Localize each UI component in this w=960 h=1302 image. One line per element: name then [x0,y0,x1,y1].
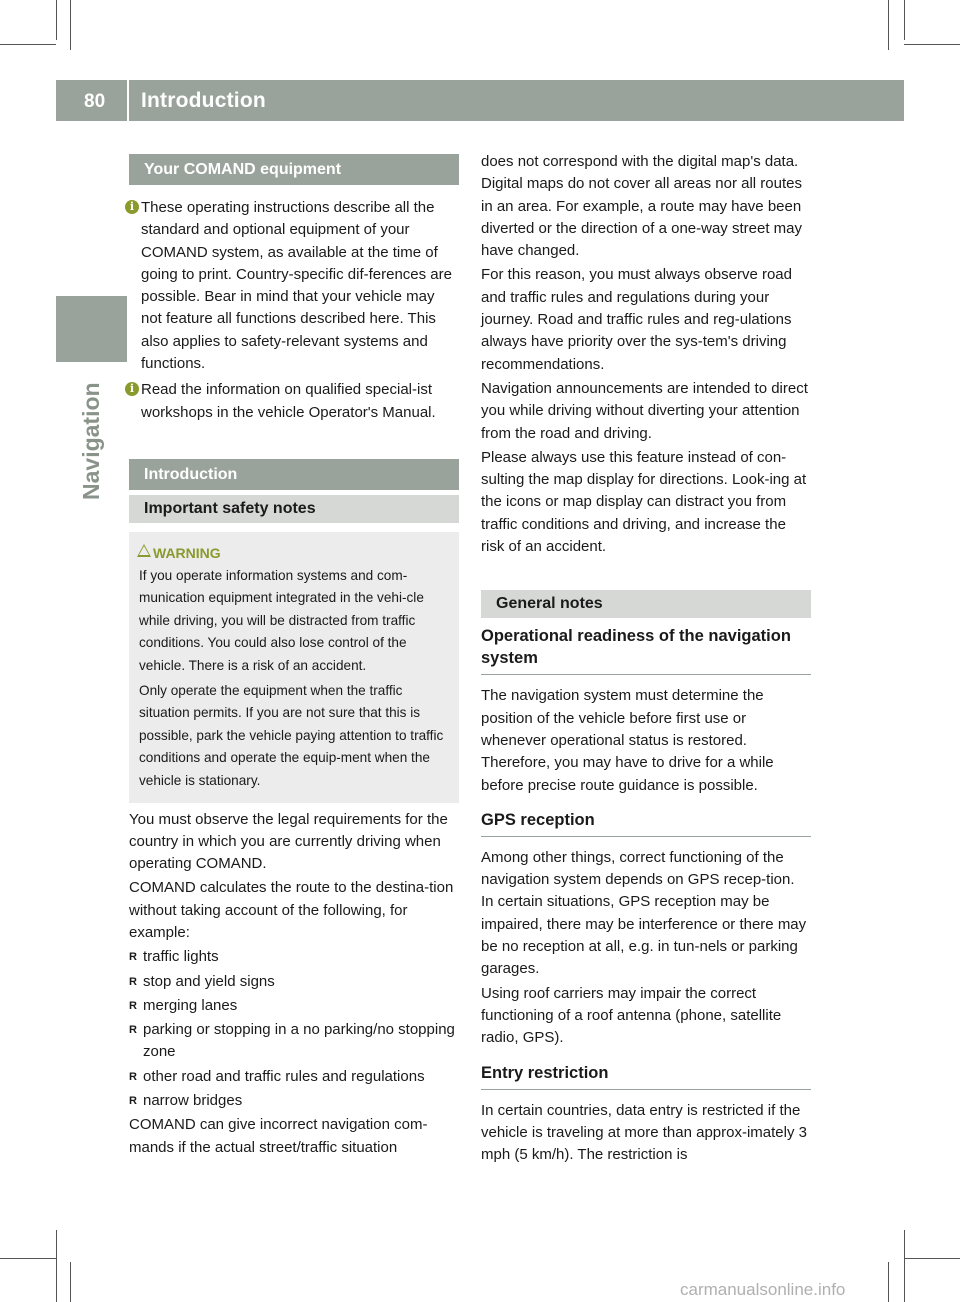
info-note [129,197,459,375]
info-icon: i [125,200,139,214]
paragraph: Please always use this feature instead of con-sulting the map display for directions. Look-ing at the icons or map display can distract you from traffic conditions and driving, and increase the risk of an accident. [481,448,807,556]
header-divider [127,80,129,121]
paragraph: does not correspond with the digital map's data. Digital maps do not cover all areas nor all routes in an area. For example, a route may have been diverted or the direction of a one-way street may have changed. [481,153,802,260]
general-notes-heading: General notes [481,590,811,618]
list-item: R stop and yield signs [129,972,275,990]
crop-mark [904,1258,960,1259]
crop-mark [56,1230,57,1302]
crop-mark [904,0,905,40]
crop-mark [888,1262,889,1302]
list-item: R narrow bridges [129,1092,243,1110]
paragraph: The navigation system must determine the position of the vehicle before first use or whenever operational status is restored. Therefore, you may have to drive for a while before precise route guidance is possible. [481,687,774,794]
list-item: R merging lanes [129,996,238,1014]
warning-box [129,532,459,803]
paragraph: COMAND calculates the route to the destina-tion without taking account of the following, for example: [129,879,454,941]
info-icon: i [125,382,139,396]
page-title: Introduction [141,89,266,112]
info-text: These operating instructions describe all the standard and optional equipment of your COMAND system, as available at the time of going to print. Country-specific dif-ferences are possible. Bear in mind that your vehicle may not feature all functions described here. This also applies to safety-relevant systems and functions. [141,199,452,373]
list-item: R other road and traffic rules and regulations [129,1067,425,1085]
equipment-heading: Your COMAND equipment [129,154,459,185]
crop-mark [888,0,889,50]
section-side-label: Navigation [78,382,104,500]
paragraph: For this reason, you must always observe road and traffic rules and regulations during your journey. Road and traffic rules and reg-ulations always have priority over the sys-tem's driving recommendations. [481,266,792,373]
warning-title [139,542,449,565]
watermark: carmanualsonline.info [680,1280,846,1299]
crop-mark [70,1262,71,1302]
info-note [129,379,459,424]
entry-title: Entry restriction [481,1062,811,1090]
paragraph: Using roof carriers may impair the correct functioning of a roof antenna (phone, satellite radio, GPS). [481,984,782,1047]
list-item: R parking or stopping in a no parking/no stopping zone [129,1021,455,1061]
crop-mark [904,44,960,45]
intro-heading: Introduction [129,459,459,490]
paragraph: Navigation announcements are intended to direct you while driving without diverting your attention from the road and driving. [481,379,808,442]
warning-triangle-icon [137,544,151,557]
crop-mark [0,1258,56,1259]
bullet-list [129,946,459,1112]
page-number: 80 [84,91,106,112]
crop-mark [56,0,57,40]
warning-text: If you operate information systems and com-munication equipment integrated in the vehi-cle while driving, you will be distracted from traffic conditions. You could also lose control of the vehicle. There is a risk of an accident. [139,567,424,673]
readiness-title: Operational readiness of the navigation system [481,625,811,675]
warning-text: Only operate the equipment when the traffic situation permits. If you are not sure that this is possible, park the vehicle paying attention to traffic conditions and operate the equip-ment when the vehicle is stationary. [139,682,444,788]
crop-mark [70,0,71,50]
side-tab [56,296,127,362]
crop-mark [0,44,56,45]
left-column [129,151,459,1159]
info-text: Read the information on qualified special-ist workshops in the vehicle Operator's Manual. [141,381,436,421]
crop-mark [904,1230,905,1302]
warning-title-text: WARNING [153,544,221,561]
gps-title: GPS reception [481,809,811,837]
safety-heading: Important safety notes [129,495,459,523]
paragraph: COMAND can give incorrect navigation com-mands if the actual street/traffic situation [129,1116,428,1156]
right-column [481,151,811,1166]
paragraph: Among other things, correct functioning of the navigation system depends on GPS recep-tion. In certain situations, GPS reception may be impaired, there may be interference or there may be no reception at all, e.g. in tun-nels or parking garages. [481,848,807,978]
paragraph: You must observe the legal requirements for the country in which you are currently driving when operating COMAND. [129,810,448,873]
list-item: R traffic lights [129,948,219,966]
paragraph: In certain countries, data entry is restricted if the vehicle is traveling at more than approx-imately 3 mph (5 km/h). The restriction is [481,1101,807,1164]
